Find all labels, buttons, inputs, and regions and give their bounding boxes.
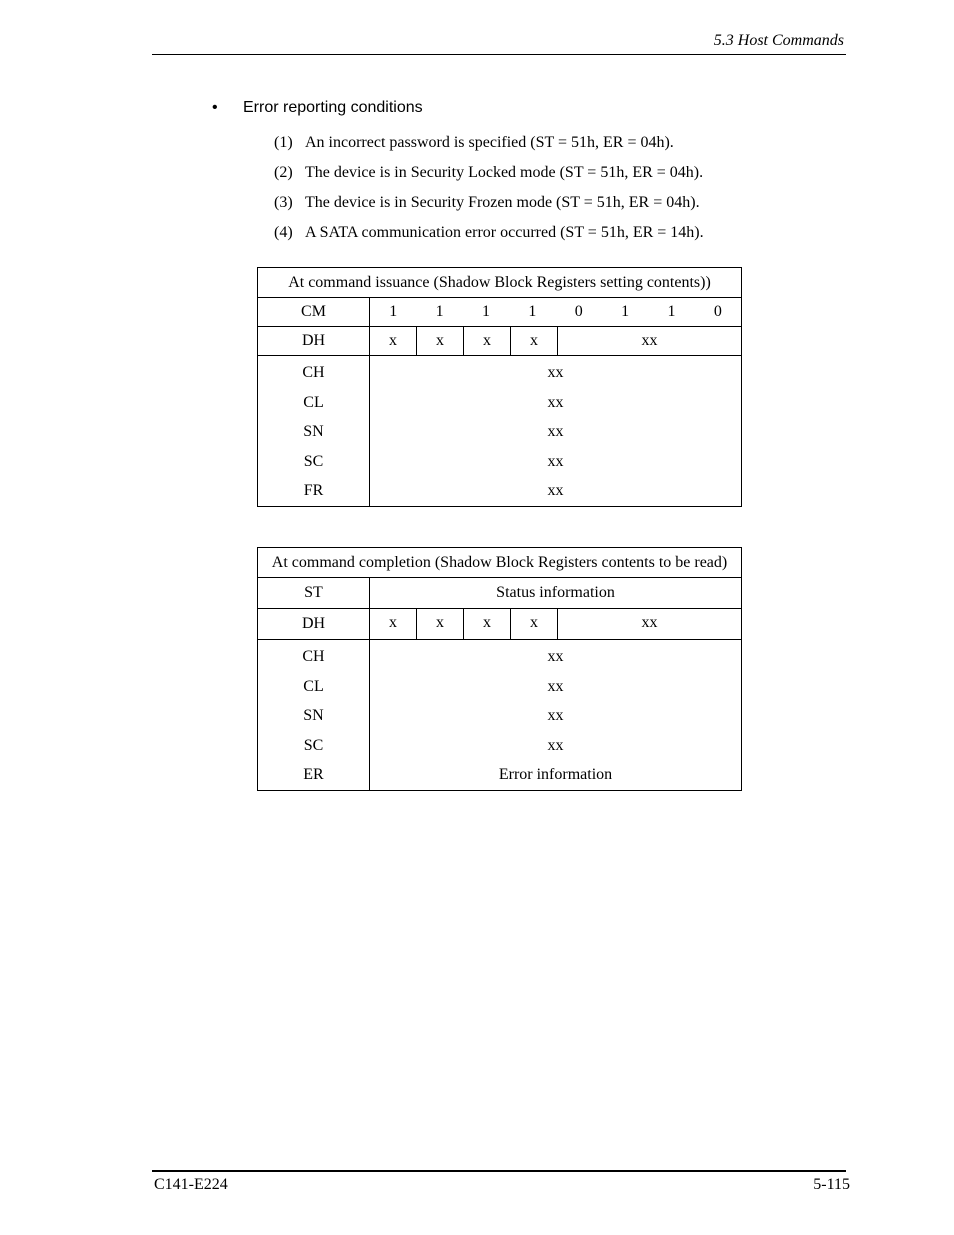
register-label-group xyxy=(258,640,370,791)
bit-value: x xyxy=(417,609,464,639)
list-item xyxy=(274,131,704,161)
register-value: xx xyxy=(547,482,564,500)
item-number: (4) xyxy=(274,224,293,241)
bit-value: 1 xyxy=(389,303,398,320)
issuance-register-table xyxy=(257,267,742,507)
register-label: CL xyxy=(303,393,324,411)
bullet-dot-icon: • xyxy=(212,99,218,116)
bit-value: x xyxy=(417,327,464,355)
completion-register-table xyxy=(257,547,742,791)
register-label: SC xyxy=(303,452,324,470)
register-label: FR xyxy=(303,482,324,500)
list-item xyxy=(274,221,704,251)
bit-value: x xyxy=(511,609,558,639)
register-label: SN xyxy=(303,707,324,725)
register-label: DH xyxy=(258,609,370,640)
dh-bits xyxy=(370,327,742,356)
register-value: xx xyxy=(547,677,564,695)
bit-value: x xyxy=(370,609,417,639)
register-value: xx xyxy=(547,393,564,411)
item-text: The device is in Security Frozen mode (ST = 51h, ER = 04h). xyxy=(305,194,700,211)
register-value: xx xyxy=(547,364,564,381)
item-number: (1) xyxy=(274,134,293,151)
register-value-group xyxy=(370,640,742,791)
document-id: C141-E224 xyxy=(154,1176,228,1193)
item-number: (3) xyxy=(274,194,293,211)
list-item xyxy=(274,191,704,221)
list-item xyxy=(274,161,704,191)
register-label: CH xyxy=(302,648,325,665)
running-header: 5.3 Host Commands xyxy=(713,32,844,49)
bullet-text: Error reporting conditions xyxy=(243,99,423,116)
bit-value: 1 xyxy=(435,303,444,320)
bit-value: 1 xyxy=(528,303,537,320)
register-value: xx xyxy=(547,452,564,470)
bit-value: x xyxy=(511,327,558,355)
register-label: ER xyxy=(303,766,324,784)
item-text: A SATA communication error occurred (ST = 51h, ER = 14h). xyxy=(305,224,704,241)
item-text: The device is in Security Locked mode (ST = 51h, ER = 04h). xyxy=(305,164,704,181)
bit-value: 0 xyxy=(713,303,722,320)
cm-bits xyxy=(370,298,742,327)
bit-value: 1 xyxy=(667,303,676,320)
register-label: SN xyxy=(303,423,324,441)
register-value: Status information xyxy=(370,578,742,609)
bit-value: x xyxy=(464,327,511,355)
table-caption: At command completion (Shadow Block Registers contents to be read) xyxy=(258,548,742,578)
register-label-group xyxy=(258,356,370,507)
dh-bits xyxy=(370,609,742,640)
bit-value: 1 xyxy=(481,303,490,320)
table-caption: At command issuance (Shadow Block Registers setting contents)) xyxy=(258,268,742,298)
bit-value: xx xyxy=(641,614,658,631)
error-condition-list xyxy=(274,131,704,251)
bit-value: x xyxy=(464,609,511,639)
register-label: CM xyxy=(258,298,370,327)
item-text: An incorrect password is specified (ST = 51h, ER = 04h). xyxy=(305,134,674,151)
bit-value: x xyxy=(370,327,417,355)
register-value: xx xyxy=(547,707,564,725)
register-label: DH xyxy=(258,327,370,356)
bit-value: 0 xyxy=(574,303,583,320)
register-label: SC xyxy=(303,736,324,754)
bit-value: 1 xyxy=(621,303,630,320)
register-label: CH xyxy=(302,364,325,381)
header-rule xyxy=(152,54,846,55)
register-value: xx xyxy=(547,648,564,665)
page-number: 5-115 xyxy=(813,1176,850,1193)
bit-value: xx xyxy=(641,332,658,349)
register-value: xx xyxy=(547,736,564,754)
footer-rule xyxy=(152,1170,846,1172)
register-value-group xyxy=(370,356,742,507)
register-value: xx xyxy=(547,423,564,441)
item-number: (2) xyxy=(274,164,293,181)
register-label: CL xyxy=(303,677,324,695)
bullet-item xyxy=(212,99,423,117)
register-value: Error information xyxy=(498,766,613,784)
register-label: ST xyxy=(258,578,370,609)
